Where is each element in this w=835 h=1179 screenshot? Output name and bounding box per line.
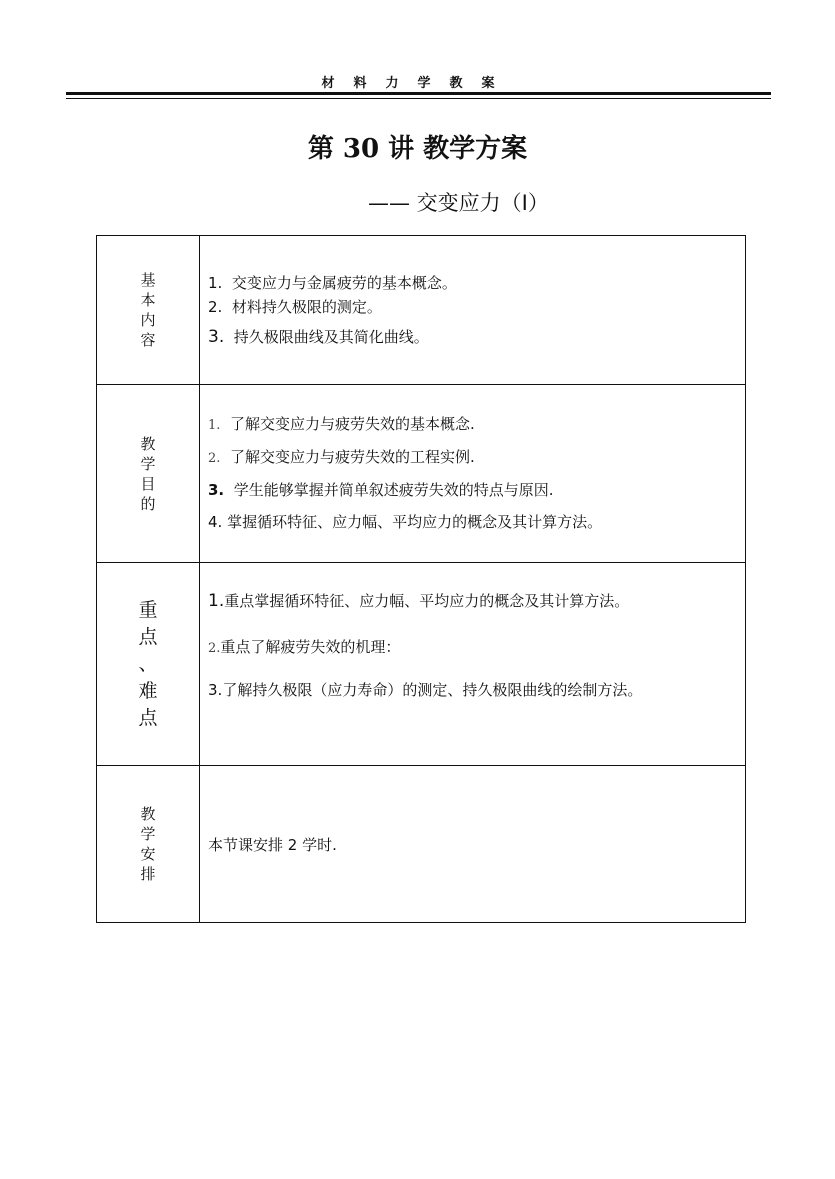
header-title: 材料力学教案 xyxy=(321,76,514,91)
item-number: 2. xyxy=(208,298,223,316)
table-row-basic-content xyxy=(97,236,746,385)
item-text: 了解交变应力与疲劳失效的基本概念. xyxy=(229,415,475,433)
list-item xyxy=(208,325,745,349)
list-item xyxy=(208,271,745,295)
row-content-cell xyxy=(200,766,746,923)
item-text: 重点掌握循环特征、应力幅、平均应力的概念及其计算方法。 xyxy=(224,592,630,610)
table-row-schedule xyxy=(97,766,746,923)
lesson-plan-table xyxy=(96,235,746,923)
document-subtitle: —— 交变应力（Ⅰ） xyxy=(368,191,549,215)
item-text: 交变应力与金属疲劳的基本概念。 xyxy=(231,274,457,292)
list-item xyxy=(208,679,745,700)
list-item xyxy=(208,834,745,855)
table-row-key-points xyxy=(97,563,746,766)
row-label: 教学安排 xyxy=(140,805,156,883)
item-number: 3. xyxy=(208,481,225,499)
row-label-cell xyxy=(97,766,200,923)
row-label-cell xyxy=(97,563,200,766)
item-number: 1. xyxy=(208,418,221,433)
list-item xyxy=(208,508,745,537)
list-item xyxy=(208,295,745,319)
item-text: 重点了解疲劳失效的机理： xyxy=(220,638,401,656)
row-content-cell xyxy=(200,236,746,385)
item-number: 2. xyxy=(208,451,221,466)
list-item xyxy=(208,443,745,473)
item-text: 了解交变应力与疲劳失效的工程实例. xyxy=(229,448,475,466)
item-text: 掌握循环特征、应力幅、平均应力的概念及其计算方法。 xyxy=(227,513,603,531)
document-title: 第 30 讲 教学方案 xyxy=(307,134,528,164)
list-item xyxy=(208,636,745,657)
row-content-cell xyxy=(200,563,746,766)
row-label: 重点、难点 xyxy=(138,598,158,729)
item-number: 3. xyxy=(208,681,223,699)
row-label: 基本内容 xyxy=(140,271,156,349)
item-text: 持久极限曲线及其简化曲线。 xyxy=(233,328,429,346)
list-item xyxy=(208,476,745,505)
item-number: 2. xyxy=(208,641,221,656)
item-number: 1. xyxy=(208,274,223,292)
item-number: 3. xyxy=(208,327,225,347)
item-text: 学生能够掌握并简单叙述疲劳失效的特点与原因. xyxy=(233,481,554,499)
row-content-cell xyxy=(200,385,746,563)
header-rule-thin xyxy=(66,98,771,99)
header-rule-thick xyxy=(66,92,771,95)
row-label-cell xyxy=(97,385,200,563)
list-item xyxy=(208,410,745,440)
item-text: 了解持久极限（应力寿命）的测定、持久极限曲线的绘制方法。 xyxy=(222,681,643,699)
item-number: 4. xyxy=(208,513,223,531)
row-label-cell xyxy=(97,236,200,385)
table-row-teaching-goals xyxy=(97,385,746,563)
item-number: 1. xyxy=(208,591,225,611)
row-label: 教学目的 xyxy=(140,434,156,513)
item-text: 材料持久极限的测定。 xyxy=(231,298,382,316)
item-text: 本节课安排 2 学时. xyxy=(208,835,337,854)
list-item xyxy=(208,588,745,614)
